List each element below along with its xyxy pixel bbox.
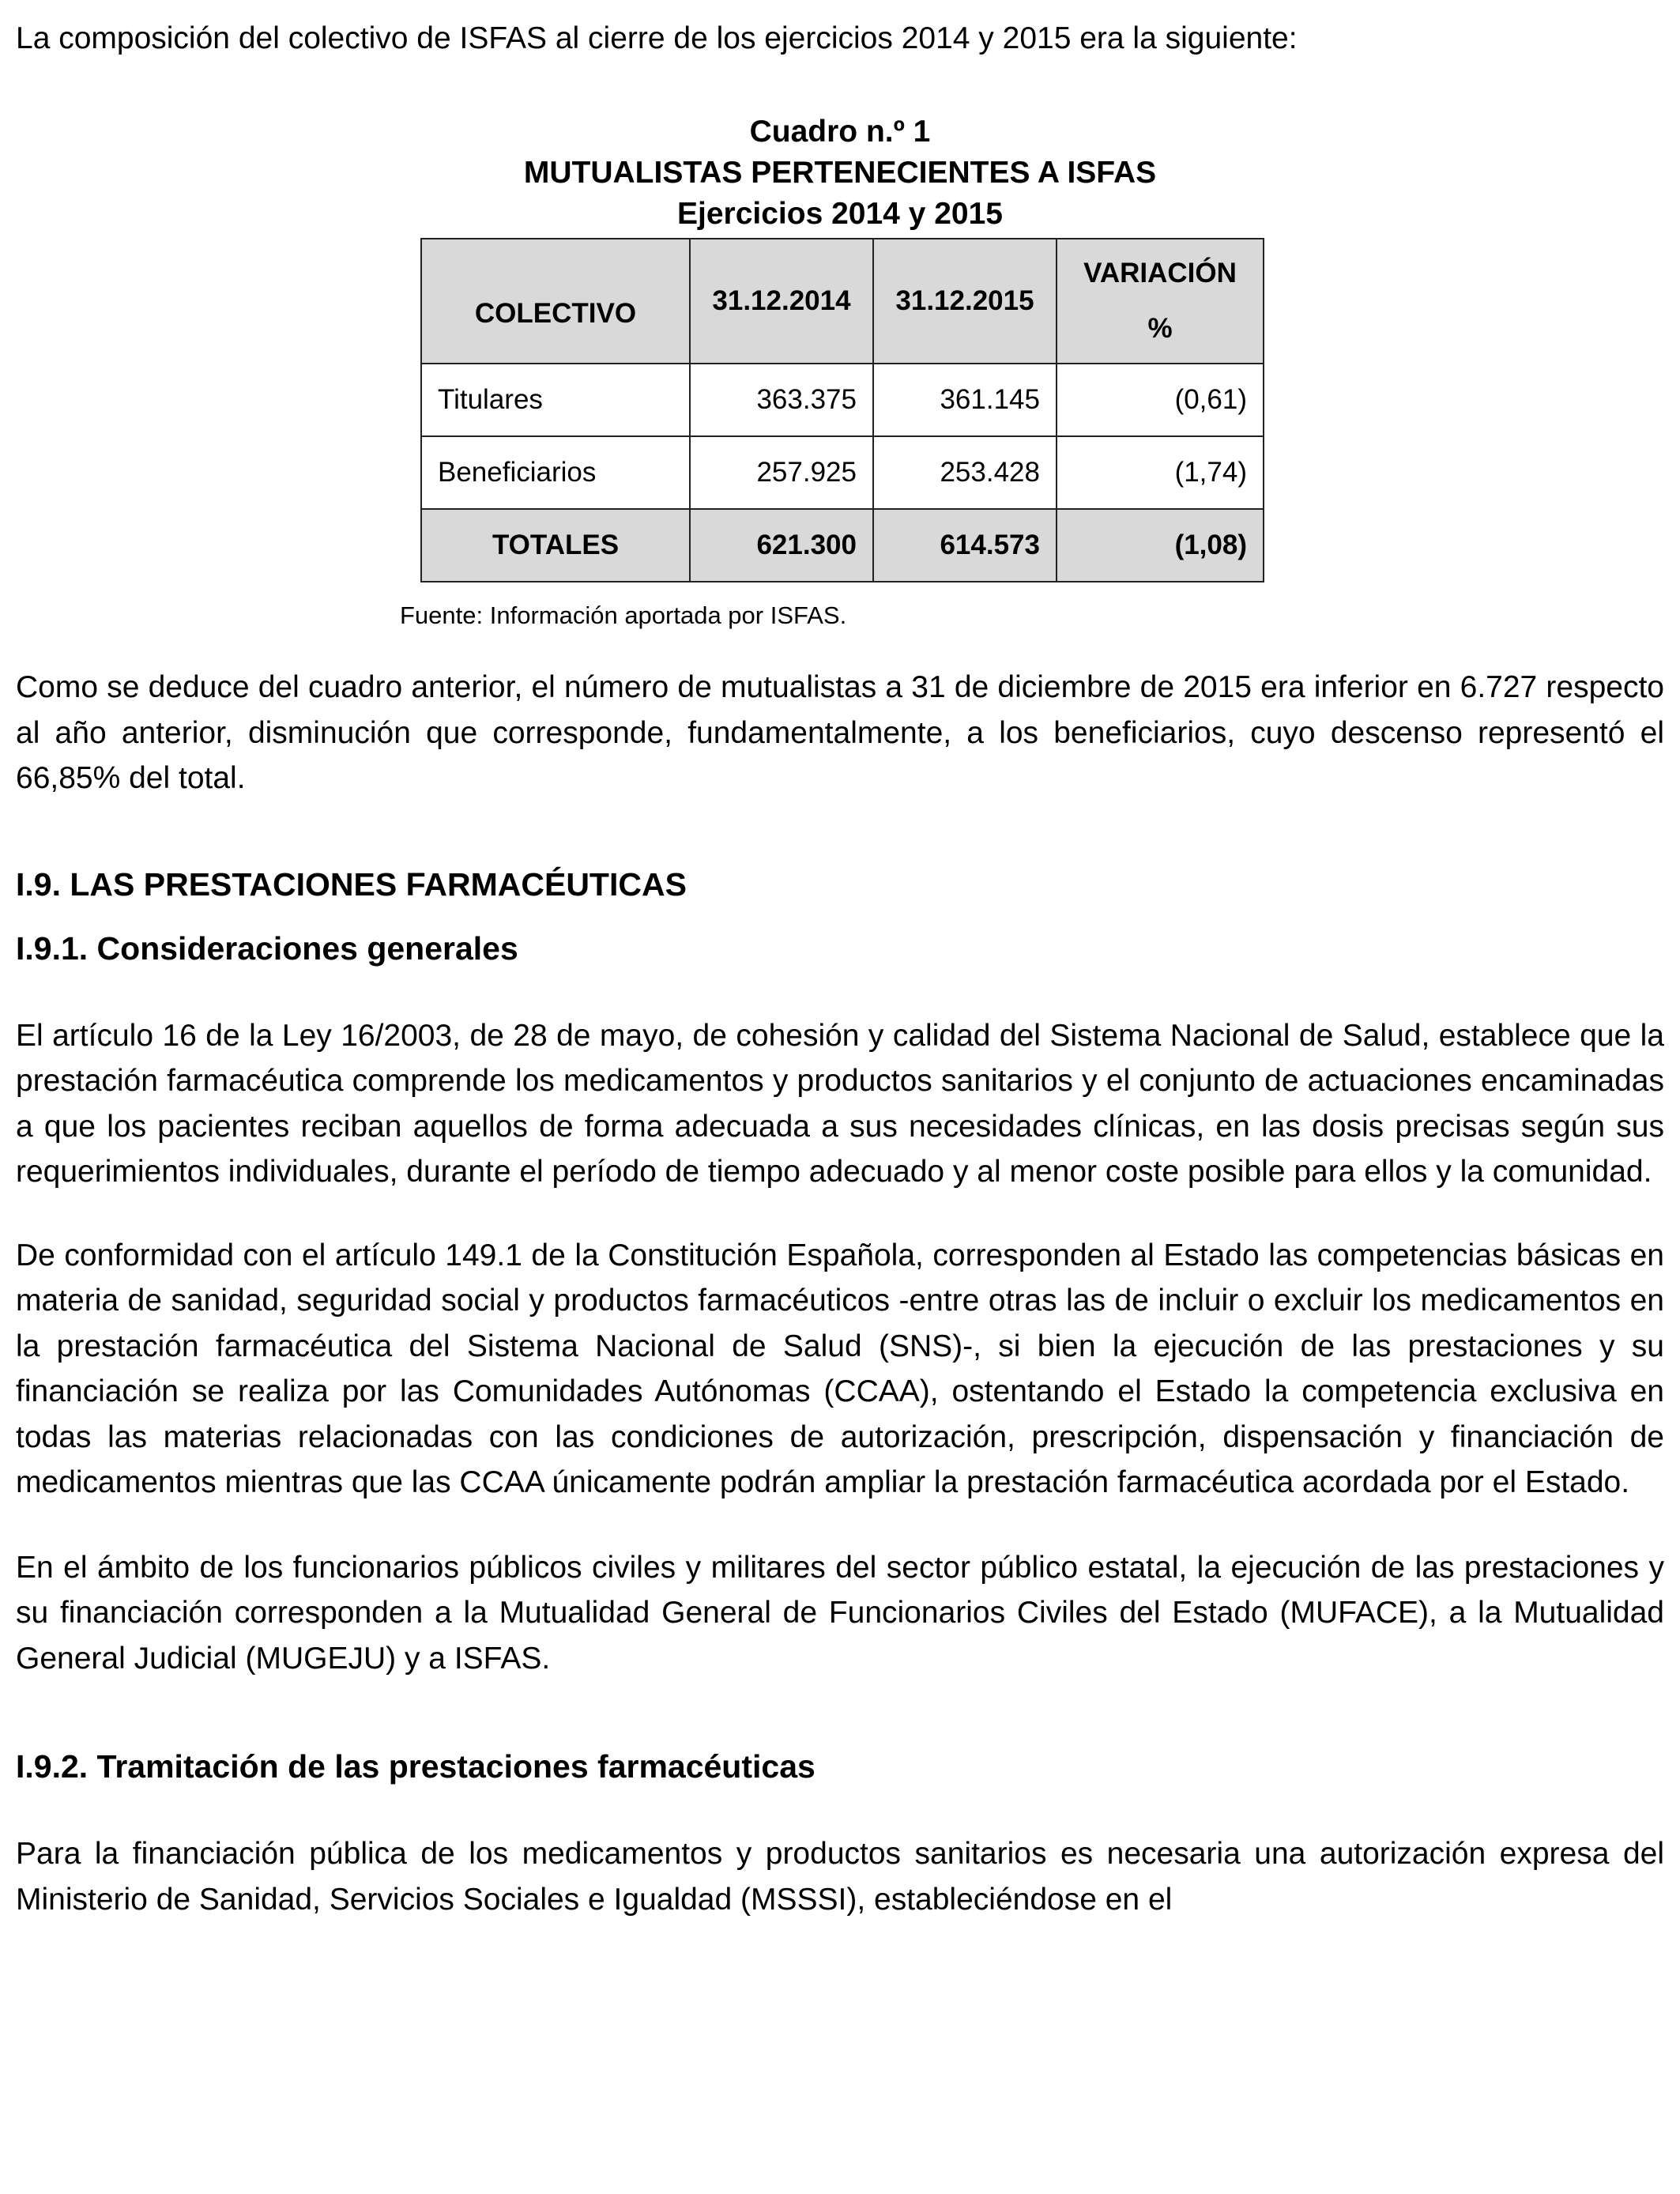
row-label: Beneficiarios	[421, 436, 690, 509]
total-variation: (1,08)	[1057, 509, 1264, 582]
paragraph-tramitacion: Para la financiación pública de los medicamentos y productos sanitarios es necesaria una autorización expresa del Ministerio de Sanidad, Servicios Sociales e Igualdad (MSSSI), estableciéndose en el	[16, 1837, 1664, 1917]
total-2014: 621.300	[690, 509, 873, 582]
paragraph-after-table: Como se deduce del cuadro anterior, el número de mutualistas a 31 de diciembre de 2015 era inferior en 6.727 respecto al año anterior, disminución que corresponde, fundamentalmente, a los beneficiarios, cuyo descenso representó el 66,85% del total.	[16, 670, 1664, 795]
table-number: Cuadro n.º 1	[749, 115, 931, 149]
table-source: Fuente: Información aportada por ISFAS.	[400, 601, 847, 629]
row-value-2014: 363.375	[690, 364, 873, 436]
table-header-row	[421, 239, 1264, 364]
row-label: Titulares	[421, 364, 690, 436]
header-colectivo: COLECTIVO	[421, 239, 690, 364]
table-subtitle: Ejercicios 2014 y 2015	[677, 197, 1003, 231]
total-label: TOTALES	[421, 509, 690, 582]
row-variation: (0,61)	[1057, 364, 1264, 436]
table-row	[421, 364, 1264, 436]
subsection-title-i91: I.9.1. Consideraciones generales	[16, 929, 518, 967]
table-row	[421, 436, 1264, 509]
subsection-title-i92: I.9.2. Tramitación de las prestaciones farmacéuticas	[16, 1748, 816, 1785]
header-2014: 31.12.2014	[690, 239, 873, 364]
intro-text: La composición del colectivo de ISFAS al cierre de los ejercicios 2014 y 2015 era la siguiente:	[16, 21, 1298, 55]
paragraph-article-16: El artículo 16 de la Ley 16/2003, de 28 de mayo, de cohesión y calidad del Sistema Nacional de Salud, establece que la prestación farmacéutica comprende los medicamentos y productos sanitarios y el conjunto de actuaciones encaminadas a que los pacientes reciban aquellos de forma adecuada a sus necesidades clínicas, en las dosis precisas según sus requerimientos individuales, durante el período de tiempo adecuado y al menor coste posible para ellos y la comunidad.	[16, 1018, 1664, 1189]
mutualistas-table	[420, 238, 1264, 582]
total-2015: 614.573	[873, 509, 1057, 582]
paragraph-funcionarios: En el ámbito de los funcionarios públicos civiles y militares del sector público estatal, la ejecución de las prestaciones y su financiación corresponden a la Mutualidad General de Funcionarios Civiles del Estado (MUFACE), a la Mutualidad General Judicial (MUGEJU) y a ISFAS.	[16, 1550, 1664, 1676]
section-title-i9: I.9. LAS PRESTACIONES FARMACÉUTICAS	[16, 865, 687, 903]
table-total-row	[421, 509, 1264, 582]
document-page	[16, 16, 1664, 1922]
row-value-2014: 257.925	[690, 436, 873, 509]
row-value-2015: 361.145	[873, 364, 1057, 436]
header-2015: 31.12.2015	[873, 239, 1057, 364]
table-title: MUTUALISTAS PERTENECIENTES A ISFAS	[523, 156, 1157, 190]
row-value-2015: 253.428	[873, 436, 1057, 509]
paragraph-constitucion: De conformidad con el artículo 149.1 de la Constitución Española, corresponden al Estado las competencias básicas en materia de sanidad, seguridad social y productos farmacéuticos -entre otras las de incluir o excluir los medicamentos en la prestación farmacéutica del Sistema Nacional de Salud (SNS)-, si bien la ejecución de las prestaciones y su financiación se realiza por las Comunidades Autónomas (CCAA), ostentando el Estado la competencia exclusiva en todas las materias relacionadas con las condiciones de autorización, prescripción, dispensación y financiación de medicamentos mientras que las CCAA únicamente podrán ampliar la prestación farmacéutica acordada por el Estado.	[16, 1238, 1664, 1499]
row-variation: (1,74)	[1057, 436, 1264, 509]
header-variacion: VARIACIÓN %	[1057, 239, 1264, 364]
table-caption	[16, 111, 1664, 235]
